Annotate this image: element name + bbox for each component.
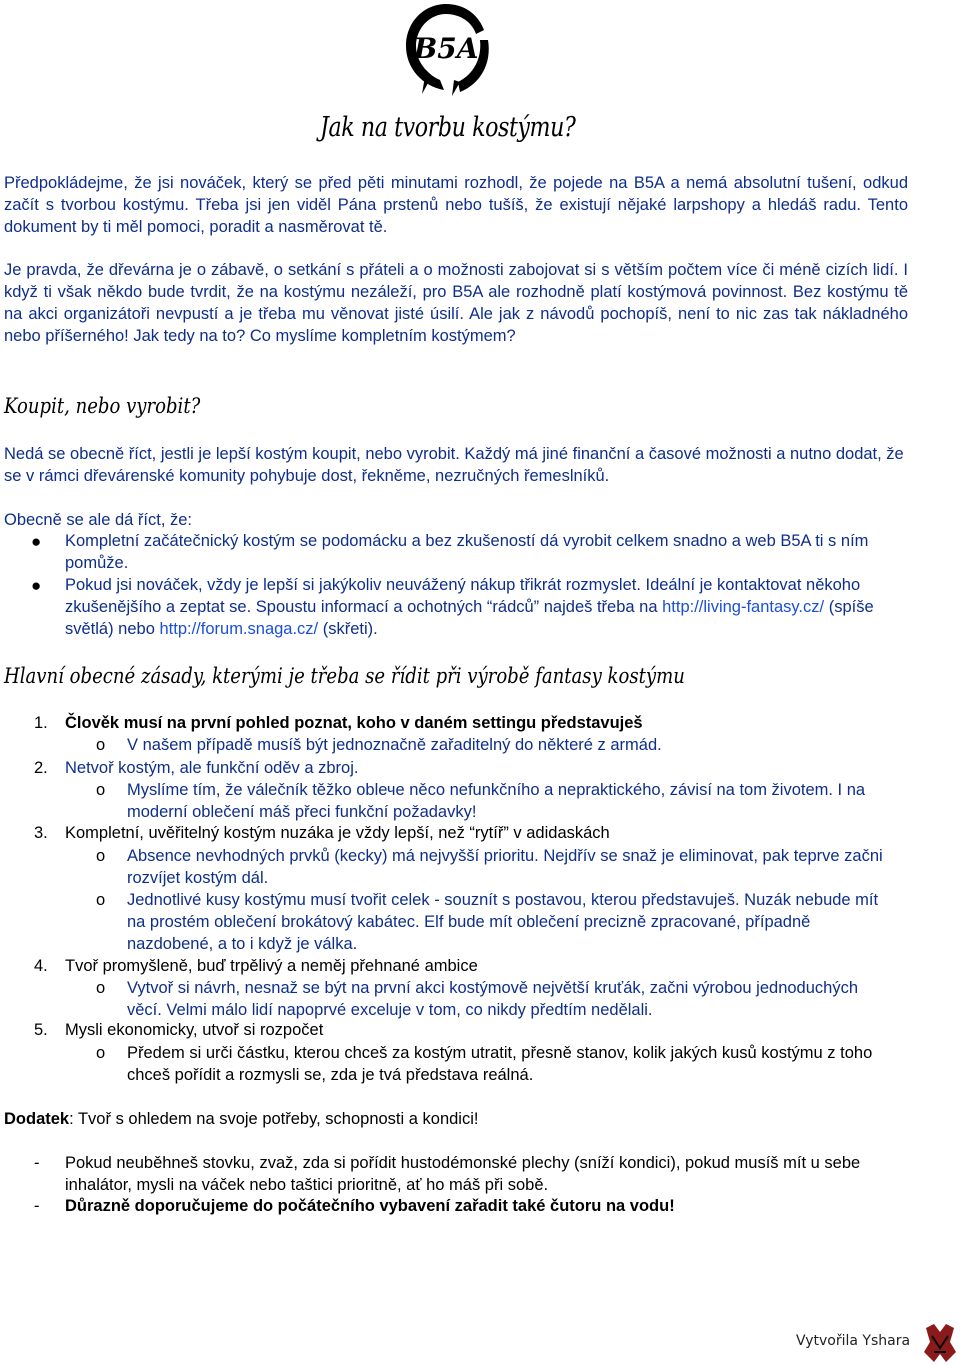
page-title: Jak na tvorbu kostýmu? bbox=[320, 112, 576, 143]
addendum-item-bold: Důrazně doporučujeme do počátečního vybavení zařadit také čutoru na vodu! bbox=[65, 1197, 675, 1215]
addendum-item bbox=[65, 1195, 905, 1217]
principle-text: Člověk musí na první pohled poznat, koho v daném settingu představuješ bbox=[65, 714, 643, 732]
bullet-text: Kompletní začátečnický kostým se podomácku a bez zkušeností dá vyrobit celkem snadno a web B5A ti s ním pomůže. bbox=[65, 532, 869, 572]
section-heading-buy-or-make: Koupit, nebo vyrobit? bbox=[4, 394, 201, 418]
sub-item: Myslíme tím, že válečník těžko oblече něco nefunkčního a nepraktického, závisí na tom životem. I na moderní oblečení máš přeci funkční požadavky! bbox=[127, 781, 866, 821]
snaga-forum-link[interactable]: http://forum.snaga.cz/ bbox=[159, 620, 319, 638]
footer-author: Vytvořila Yshara bbox=[796, 1333, 911, 1349]
principle-item-5: Mysli ekonomicky, utvoř si rozpočet bbox=[65, 1021, 324, 1039]
b5a-logo-icon bbox=[396, 0, 496, 96]
section1-paragraph-1: Nedá se obecně říct, jestli je lepší kostým koupit, nebo vyrobit. Každý má jiné finanční a časové možnosti a nutno dodat, že se v rámci dřevárenské komunity pohybuje dost, řekněme, nezručných řemeslníků. bbox=[4, 445, 904, 485]
sub-bullet-marker: o bbox=[96, 781, 106, 799]
sub-item: Absence nevhodných prvků (kecky) má nejvyšší prioritu. Nejdřív se snaž je eliminovat, pak teprve začni rozvíjet kostým dál. bbox=[127, 847, 883, 887]
author-logo-icon bbox=[922, 1322, 958, 1364]
sub-bullet-marker: o bbox=[96, 847, 106, 865]
list-number: 5. bbox=[34, 1021, 48, 1039]
bullet-text bbox=[65, 574, 905, 640]
sub-bullet-marker: o bbox=[96, 979, 106, 997]
principle-item-2: Netvoř kostým, ale funkční oděv a zbroj. bbox=[65, 759, 359, 777]
sub-item: Jednotlivé kusy kostýmu musí tvořit celek - souznít s postavou, kterou představuješ. Nuzák nebude mít na prostém oblečení brokátový kabátec. Elf bude mít oblečení precizně zpracované, případně nazdobené, a to i když je válka. bbox=[127, 891, 879, 953]
addendum-text: : Tvoř s ohledem na svoje potřeby, schopnosti a kondici! bbox=[69, 1110, 479, 1128]
bullet-text-part: Pokud jsi nováček, vždy je lepší si jakýkoliv neuvážený nákup třikrát rozmyslet. Ideální je kontaktovat někoho zkušenějšího a zeptat se. Spoustu informací a ochotných “rádců” najdeš třeba na bbox=[65, 576, 861, 616]
principle-item-1 bbox=[65, 712, 925, 734]
sub-bullet-marker: o bbox=[96, 736, 106, 754]
bullet-text-part: (spíše světlá) nebo bbox=[65, 598, 874, 638]
bullet-icon: ● bbox=[31, 576, 42, 595]
bullet-icon: ● bbox=[31, 532, 42, 551]
section1-paragraph-2: Obecně se ale dá říct, že: bbox=[4, 511, 193, 529]
sub-item: V našem případě musíš být jednoznačně zařaditelný do některé z armád. bbox=[127, 736, 662, 754]
sub-item: Vytvoř si návrh, nesnaž se být na první akci kostýmově největší kruťák, začni výrobou jednoduchých věcí. Velmi málo lidí napoprvé exceluje v tom, co nikdy předtím nedělali. bbox=[127, 979, 859, 1019]
list-number: 4. bbox=[34, 957, 48, 975]
addendum-item: Pokud neuběhneš stovku, zvaž, zda si pořídit hustodémonské plechy (sníží kondici), pokud musíš mít u sebe inhalátor, mysli na váček nebo taštici prioritně, ať ho máš při sobě. bbox=[65, 1154, 861, 1194]
sub-bullet-marker: o bbox=[96, 1044, 106, 1062]
principle-item-4: Tvoř promyšleně, buď trpělivý a neměj přehnané ambice bbox=[65, 957, 478, 975]
section-heading-principles: Hlavní obecné zásady, kterými je třeba se řídit při výrobě fantasy kostýmu bbox=[4, 664, 685, 688]
svg-text:B5A: B5A bbox=[413, 32, 479, 65]
dash-marker: - bbox=[34, 1154, 40, 1172]
principle-item-3: Kompletní, uvěřitelný kostým nuzáka je vždy lepší, než “rytíř” v adidaskách bbox=[65, 824, 610, 842]
dash-marker: - bbox=[34, 1197, 40, 1215]
sub-item: Předem si urči částku, kterou chceš za kostým utratit, přesně stanov, kolik jakých kusů kostýmu z toho chceš pořídit a rozmysli se, zda je tvá představa reálná. bbox=[127, 1044, 873, 1084]
sub-bullet-marker: o bbox=[96, 891, 106, 909]
addendum-line bbox=[4, 1108, 908, 1130]
list-number: 2. bbox=[34, 759, 48, 777]
list-number: 1. bbox=[34, 714, 48, 732]
intro-paragraph-2: Je pravda, že dřevárna je o zábavě, o setkání s přáteli a o možnosti zabojovat si s větším počtem více či méně cizích lidí. I když ti však někdo bude tvrdit, že na kostýmu nezáleží, pro B5A ale rozhodně platí kostýmová povinnost. Bez kostýmu tě na akci organizátoři nevpustí a je třeba mu věnovat jisté úsilí. Ale jak z návodů pochopíš, není to nic zas tak nákladného nebo příšerného! Jak tedy na to? Co myslíme kompletním kostýmem? bbox=[4, 261, 908, 345]
addendum-label: Dodatek bbox=[4, 1110, 70, 1128]
intro-paragraph-1: Předpokládejme, že jsi nováček, který se před pěti minutami rozhodl, že pojede na B5A a nemá absolutní tušení, odkud začít s tvorbou kostýmu. Třeba jsi jen viděl Pána prstenů nebo tušíš, že existují nějaké larpshopy a hledáš radu. Tento dokument by ti měl pomoci, poradit a nasměrovat tě. bbox=[4, 174, 908, 236]
living-fantasy-link[interactable]: http://living-fantasy.cz/ bbox=[662, 598, 825, 616]
list-number: 3. bbox=[34, 824, 48, 842]
bullet-text-part: (skřeti). bbox=[318, 620, 378, 638]
